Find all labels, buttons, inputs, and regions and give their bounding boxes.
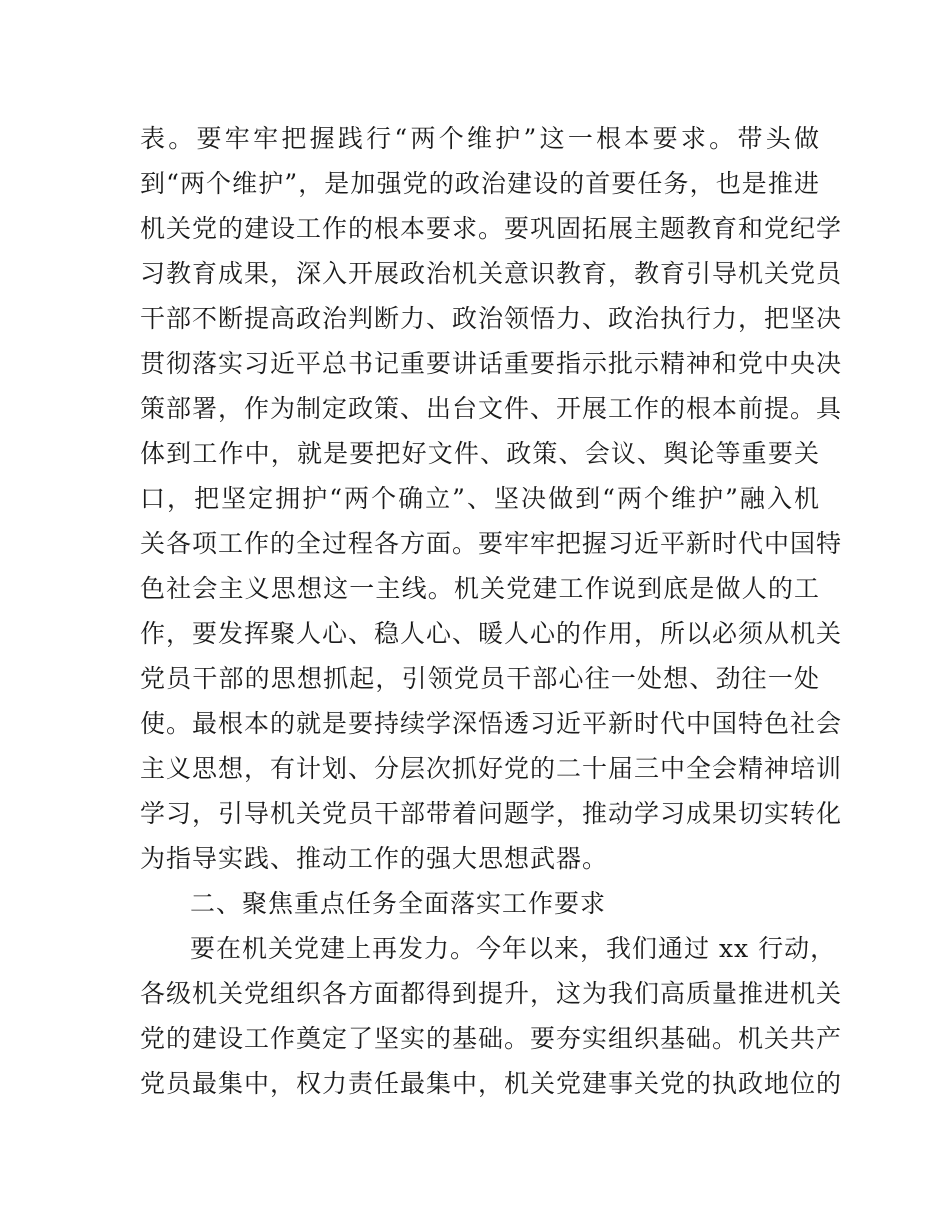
text-line: 干部不断提高政治判断力、政治领悟力、政治执行力，把坚决 (140, 304, 843, 333)
text-line: 到“两个维护”，是加强党的政治建设的首要任务，也是推进 (140, 169, 820, 198)
section-heading: 二、聚焦重点任务全面落实工作要求 (190, 889, 607, 918)
text-line: 策部署，作为制定政策、出台文件、开展工作的根本前提。具 (140, 394, 843, 423)
text-line: 体到工作中，就是要把好文件、政策、会议、舆论等重要关 (140, 439, 820, 468)
text-line: 为指导实践、推动工作的强大思想武器。 (140, 844, 609, 873)
text-line: 作，要发挥聚人心、稳人心、暖人心的作用，所以必须从机关 (140, 619, 843, 648)
text-line: 表。要牢牢把握践行“两个维护”这一根本要求。带头做 (140, 124, 820, 153)
text-line: 关各项工作的全过程各方面。要牢牢把握习近平新时代中国特 (140, 529, 843, 558)
text-line: 党的建设工作奠定了坚实的基础。要夯实组织基础。机关共产 (140, 1024, 843, 1053)
text-line: 学习，引导机关党员干部带着问题学，推动学习成果切实转化 (140, 799, 843, 828)
text-line: 色社会主义思想这一主线。机关党建工作说到底是做人的工 (140, 574, 820, 603)
text-line: 贯彻落实习近平总书记重要讲话重要指示批示精神和党中央决 (140, 349, 843, 378)
text-line: 各级机关党组织各方面都得到提升，这为我们高质量推进机关 (140, 979, 843, 1008)
text-line: 要在机关党建上再发力。今年以来，我们通过 xx 行动， (190, 934, 837, 963)
paragraph (140, 116, 843, 881)
text-line: 主义思想，有计划、分层次抓好党的二十届三中全会精神培训 (140, 754, 843, 783)
text-line: 机关党的建设工作的根本要求。要巩固拓展主题教育和党纪学 (140, 214, 843, 243)
text-line: 使。最根本的就是要持续学深悟透习近平新时代中国特色社会 (140, 709, 843, 738)
text-line: 口，把坚定拥护“两个确立”、坚决做到“两个维护”融入机 (140, 484, 820, 513)
paragraph (140, 926, 843, 1106)
text-line: 习教育成果，深入开展政治机关意识教育，教育引导机关党员 (140, 259, 843, 288)
text-line: 党员最集中，权力责任最集中，机关党建事关党的执政地位的 (140, 1069, 843, 1098)
document-body (140, 116, 843, 1106)
text-line: 党员干部的思想抓起，引领党员干部心往一处想、劲往一处 (140, 664, 820, 693)
